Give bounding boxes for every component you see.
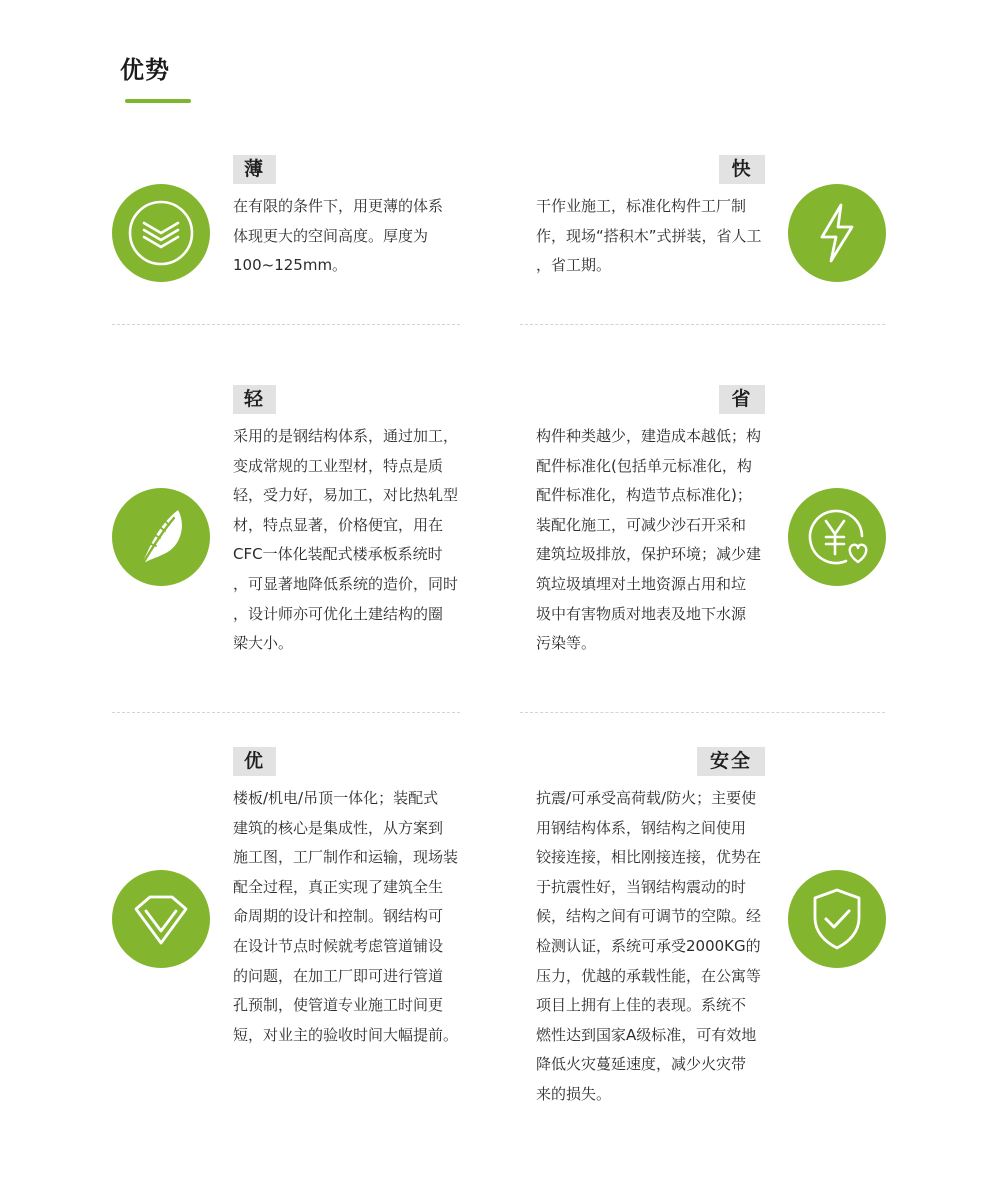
divider: [112, 712, 460, 713]
feature-text-light: 采用的是钢结构体系，通过加工， 变成常规的工业型材，特点是质 轻，受力好，易加工，对比热轧型 材，特点显著，价格便宜，用在 CFC一体化装配式楼承板系统时 ，可显著地降低系统的造价，同时 ，设计师亦可优化土建结构的圈 梁大小。: [233, 427, 459, 653]
feather-icon: [112, 488, 210, 586]
divider: [520, 712, 885, 713]
feature-tag-fast: 快: [719, 155, 765, 184]
divider: [112, 324, 460, 325]
feature-tag-thin: 薄: [233, 155, 276, 184]
divider: [520, 324, 885, 325]
feature-text-save: 构件种类越少，建造成本越低；构 配件标准化(包括单元标准化，构 配件标准化，构造节点标准化)； 装配化施工，可减少沙石开采和 建筑垃圾排放，保护环境；减少建 筑垃圾填埋对土地资源占用和垃 圾中有害物质对地表及地下水源 污染等。: [536, 427, 762, 653]
feature-text-thin: 在有限的条件下，用更薄的体系 体现更大的空间高度。厚度为 100~125mm。: [233, 197, 444, 275]
diamond-icon: [112, 870, 210, 968]
feature-tag-light: 轻: [233, 385, 276, 414]
feature-text-safety: 抗震/可承受高荷载/防火；主要使 用钢结构体系，钢结构之间使用 铰接连接，相比刚接连接，优势在 于抗震性好，当钢结构震动的时 候，结构之间有可调节的空隙。经 检测认证，系统可承受2000KG的 压力，优越的承载性能，在公寓等 项目上拥有上佳的表现。系统不 燃性达到国家A级标准，可有效地 降低火灾蔓延速度，减少火灾带 来的损失。: [536, 789, 762, 1103]
layers-icon: [112, 184, 210, 282]
feature-tag-save: 省: [719, 385, 765, 414]
feature-text-fast: 干作业施工，标准化构件工厂制 作，现场“搭积木”式拼装，省人工 ，省工期。: [536, 197, 762, 275]
lightning-icon: [788, 184, 886, 282]
feature-tag-quality: 优: [233, 747, 276, 776]
shield-check-icon: [788, 870, 886, 968]
section-title: 优势: [120, 56, 170, 84]
feature-text-quality: 楼板/机电/吊顶一体化；装配式 建筑的核心是集成性，从方案到 施工图，工厂制作和运输，现场装 配全过程，真正实现了建筑全生 命周期的设计和控制。钢结构可 在设计节点时候就考虑管道铺设 的问题，在加工厂即可进行管道 孔预制，使管道专业施工时间更 短，对业主的验收时间大幅提前。: [233, 789, 459, 1044]
feature-tag-safety: 安全: [697, 747, 765, 776]
yuan-heart-icon: [788, 488, 886, 586]
title-underline: [125, 99, 191, 103]
